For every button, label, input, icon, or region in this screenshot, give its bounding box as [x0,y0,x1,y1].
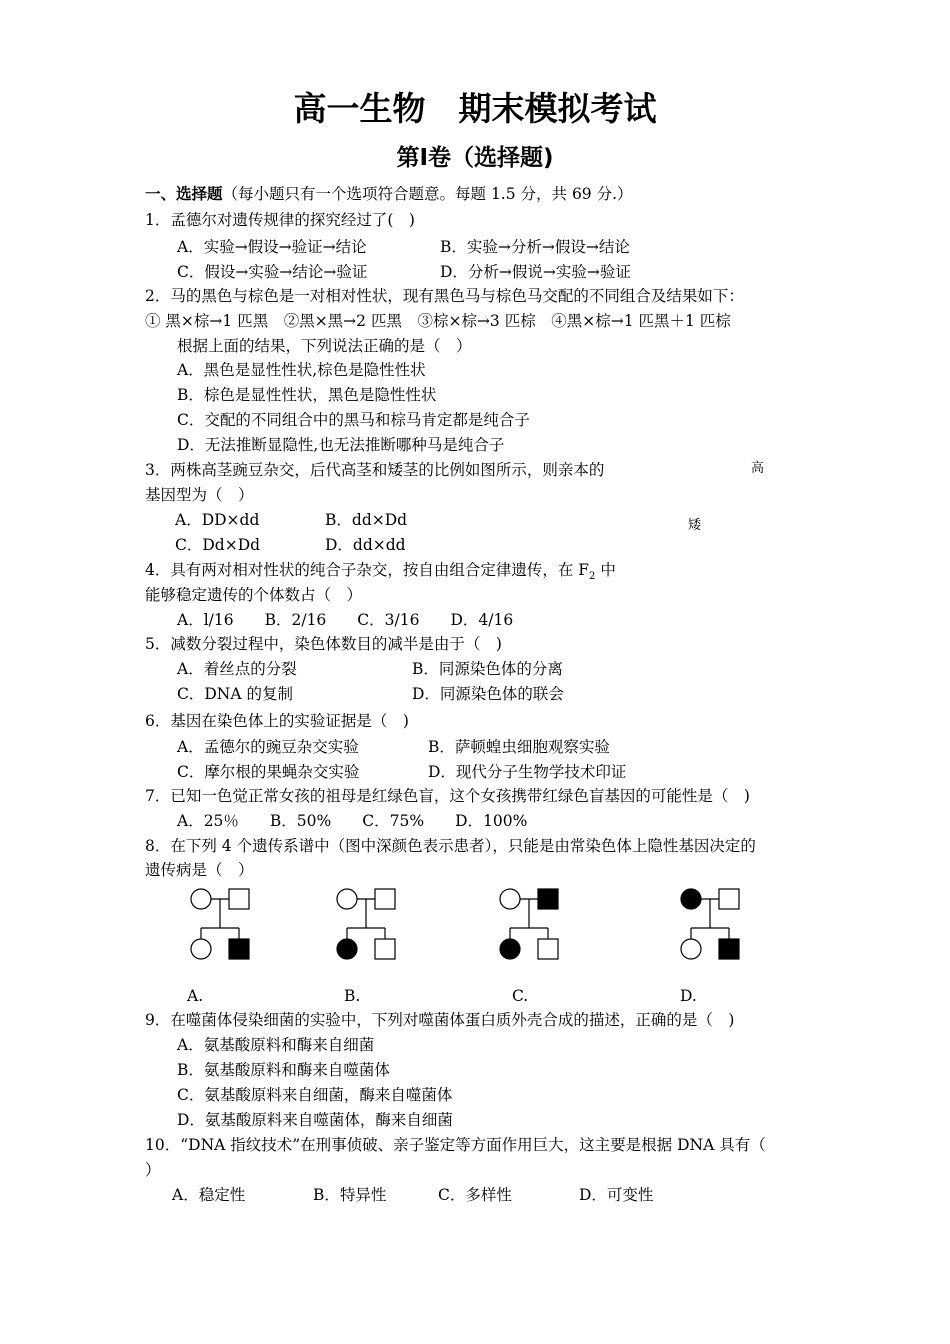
pedigree-b-daughter-affected [337,939,357,959]
pedigree-a-daughter [191,939,211,959]
q4-stem-line1 [145,560,616,587]
q2-prompt: 根据上面的结果，下列说法正确的是（ ） [177,337,472,355]
pedigree-b-mother [337,889,357,909]
q5-option-b: B．同源染色体的分离 [412,660,563,678]
q4-subscript: 2 [589,571,596,583]
pedigree-a [185,883,295,965]
q3-figure-label-tall: 高 [751,461,765,476]
q10-stem-line1: 10．“DNA 指纹技术”在刑事侦破、亲子鉴定等方面作用巨大，这主要是根据 DNA 具有（ [145,1136,766,1154]
q2-option-d: D．无法推断显隐性,也无法推断哪种马是纯合子 [177,436,505,454]
q1-option-a: A．实验→假设→验证→结论 [177,238,367,256]
q8-label-d: D. [680,987,697,1005]
q9-option-a: A．氨基酸原料和酶来自细菌 [177,1036,375,1054]
pedigree-c-son [538,939,558,959]
pedigree-a-father [229,889,249,909]
pedigree-b-father [375,889,395,909]
pedigree-c-mother [500,889,520,909]
pedigree-c-father-affected [538,889,558,909]
pedigree-d-daughter [681,939,701,959]
q3-stem-line2: 基因型为（ ） [145,486,254,504]
q8-label-b: B. [344,987,361,1005]
pedigree-d-son-affected [719,939,739,959]
q1-option-d: D．分析→假说→实验→验证 [440,263,631,281]
q3-option-b: B．dd×Dd [325,511,408,529]
q1-option-c: C．假设→实验→结论→验证 [177,263,368,281]
q10-option-b: B．特异性 [313,1186,387,1204]
q7-stem: 7．已知一色觉正常女孩的祖母是红绿色盲，这个女孩携带红绿色盲基因的可能性是（ ) [145,787,750,805]
section-header [145,184,633,204]
q8-label-a: A. [187,987,204,1005]
q5-option-a: A．着丝点的分裂 [177,660,297,678]
q4-options: A．l/16 B．2/16 C．3/16 D．4/16 [177,611,514,629]
q8-stem-line1: 8．在下列 4 个遗传系谱中（图中深颜色表示患者），只能是由常染色体上隐性基因决定的 [145,837,756,855]
q10-stem-line2: ） [145,1161,161,1179]
pedigree-d-father [719,889,739,909]
q1-option-b: B．实验→分析→假设→结论 [440,238,630,256]
q10-option-d: D．可变性 [579,1186,654,1204]
q3-option-d: D．dd×dd [325,536,406,554]
page-title: 高一生物 期末模拟考试 [293,89,657,128]
q2-option-c: C．交配的不同组合中的黑马和棕马肯定都是纯合子 [177,411,530,429]
q2-cases: ① 黑×棕→1 匹黑 ②黑×黑→2 匹黑 ③棕×棕→3 匹棕 ④黑×棕→1 匹黑＋1 匹棕 [145,312,731,330]
section-heading: 一、选择题 [145,185,223,203]
q10-option-c: C．多样性 [438,1186,512,1204]
q6-option-b: B．萨顿蝗虫细胞观察实验 [428,738,610,756]
q8-stem-line2: 遗传病是（ ） [145,861,254,879]
q5-option-d: D．同源染色体的联会 [412,685,564,703]
q3-figure-label-short: 矮 [688,518,702,533]
pedigree-d [675,883,785,965]
q2-stem: 2．马的黑色与棕色是一对相对性状，现有黑色马与棕色马交配的不同组合及结果如下： [145,287,744,305]
pedigree-a-mother [191,889,211,909]
q6-option-c: C．摩尔根的果蝇杂交实验 [177,763,360,781]
q7-options: A．25％ B．50% C．75% D．100% [177,812,528,830]
q2-option-b: B．棕色是显性性状，黑色是隐性性状 [177,386,437,404]
q8-label-c: C. [512,987,529,1005]
q3-option-a: A．DD×dd [175,511,260,529]
q2-option-a: A．黑色是显性性状,棕色是隐性性状 [177,361,426,379]
pedigree-b-son [375,939,395,959]
pedigree-c [494,883,604,965]
q9-option-b: B．氨基酸原料和酶来自噬菌体 [177,1061,390,1079]
page-subtitle: 第Ⅰ卷（选择题) [396,145,554,171]
pedigree-d-mother-affected [681,889,701,909]
q3-stem-line1: 3．两株高茎豌豆杂交，后代高茎和矮茎的比例如图所示，则亲本的 [145,461,605,479]
q1-stem: 1．孟德尔对遗传规律的探究经过了( ) [145,211,415,229]
q3-option-c: C．Dd×Dd [175,536,261,554]
q5-option-c: C．DNA 的复制 [177,685,293,703]
q6-option-d: D．现代分子生物学技术印证 [428,763,627,781]
q4-stem-line2: 能够稳定遗传的个体数占（ ） [145,586,363,604]
q4-stem-text: 4．具有两对相对性状的纯合子杂交，按自由组合定律遗传，在 F [145,561,590,579]
q9-option-c: C．氨基酸原料来自细菌，酶来自噬菌体 [177,1086,453,1104]
pedigree-a-son-affected [229,939,249,959]
q6-option-a: A．孟德尔的豌豆杂交实验 [177,738,359,756]
q5-stem: 5．减数分裂过程中，染色体数目的减半是由于（ ) [145,635,502,653]
q9-option-d: D．氨基酸原料来自噬菌体，酶来自细菌 [177,1111,453,1129]
q10-option-a: A．稳定性 [172,1186,246,1204]
pedigree-c-daughter-affected [500,939,520,959]
q6-stem: 6．基因在染色体上的实验证据是（ ) [145,712,409,730]
q9-stem: 9．在噬菌体侵染细菌的实验中，下列对噬菌体蛋白质外壳合成的描述，正确的是（ ) [145,1011,735,1029]
section-note: （每小题只有一个选项符合题意。每题 1.5 分，共 69 分.） [222,185,633,203]
pedigree-b [331,883,441,965]
q4-stem-tail: 中 [595,561,616,579]
